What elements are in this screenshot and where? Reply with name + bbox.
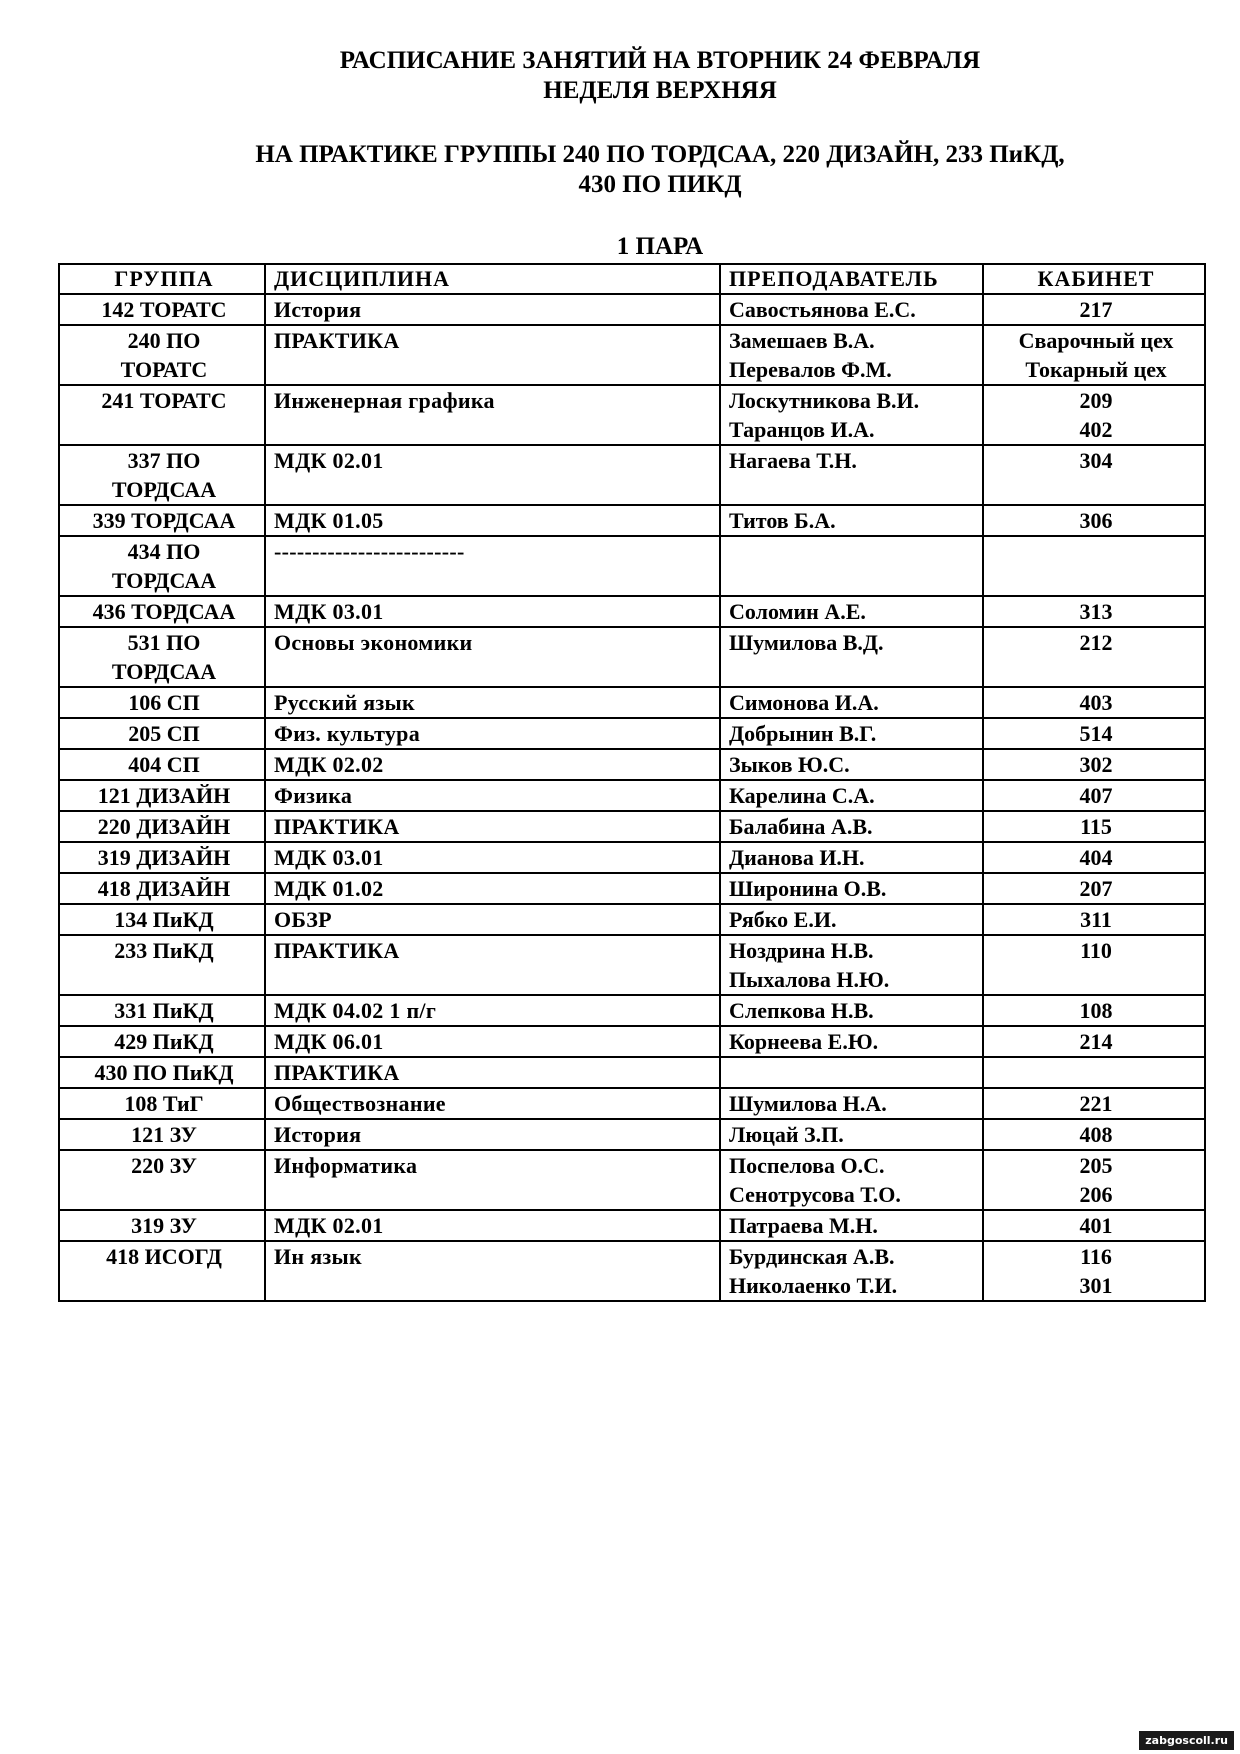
cell-room: [983, 445, 1205, 505]
table-body: [59, 294, 1205, 1301]
cell-discipline: [265, 935, 720, 995]
title-line-2: НЕДЕЛЯ ВЕРХНЯЯ: [543, 77, 777, 104]
cell-discipline-line: МДК 02.02: [274, 752, 384, 777]
cell-teacher-line: Пыхалова Н.Ю.: [729, 967, 890, 992]
practice-note-line-1: НА ПРАКТИКЕ ГРУППЫ 240 ПО ТОРДСАА, 220 ДИЗАЙН, 233 ПиКД,: [255, 141, 1065, 168]
cell-group: [59, 1057, 265, 1088]
cell-discipline: [265, 445, 720, 505]
cell-teacher-line: Патраева М.Н.: [729, 1213, 878, 1238]
cell-teacher: [720, 1057, 983, 1088]
cell-teacher-line: Титов Б.А.: [729, 508, 836, 533]
cell-discipline-line: ПРАКТИКА: [274, 328, 400, 353]
cell-discipline-line: Русский язык: [274, 690, 416, 715]
cell-group-line: 121 ЗУ: [131, 1122, 197, 1147]
cell-teacher-line: [729, 537, 978, 566]
cell-teacher-line: Нагаева Т.Н.: [729, 448, 857, 473]
table-row: [59, 627, 1205, 687]
cell-room: [983, 873, 1205, 904]
cell-teacher-line: Перевалов Ф.М.: [729, 357, 892, 382]
table-row: [59, 811, 1205, 842]
cell-room-line: 304: [1079, 448, 1113, 473]
cell-teacher: [720, 505, 983, 536]
cell-teacher: [720, 718, 983, 749]
cell-room-line: 212: [1079, 630, 1113, 655]
cell-group-line: 142 ТОРАТС: [101, 297, 227, 322]
cell-teacher-line: Корнеева Е.Ю.: [729, 1029, 879, 1054]
cell-teacher: [720, 385, 983, 445]
cell-room-line: 302: [1079, 752, 1113, 777]
cell-room: [983, 904, 1205, 935]
cell-room-line: Сварочный цех: [1018, 328, 1174, 353]
cell-discipline: [265, 1150, 720, 1210]
cell-teacher: [720, 325, 983, 385]
cell-group-line: 418 ДИЗАЙН: [97, 876, 231, 901]
schedule-table: [58, 263, 1206, 1302]
cell-discipline-line: ОБЗР: [274, 907, 332, 932]
cell-teacher: [720, 935, 983, 995]
cell-group-line: 241 ТОРАТС: [101, 388, 227, 413]
cell-room: [983, 842, 1205, 873]
cell-group-line: 319 ДИЗАЙН: [97, 845, 231, 870]
cell-group: [59, 294, 265, 325]
cell-group: [59, 749, 265, 780]
table-row: [59, 995, 1205, 1026]
cell-room: [983, 935, 1205, 995]
cell-group-line: 108 ТиГ: [124, 1091, 204, 1116]
table-row: [59, 1241, 1205, 1301]
cell-discipline: [265, 325, 720, 385]
cell-room-line: 514: [1079, 721, 1113, 746]
cell-room-line: [992, 537, 1200, 566]
table-row: [59, 780, 1205, 811]
table-row: [59, 687, 1205, 718]
cell-room-line: [992, 1058, 1200, 1087]
cell-teacher-line: Балабина А.В.: [729, 814, 873, 839]
watermark: zabgoscoll.ru: [1139, 1731, 1234, 1750]
header-group: ГРУППА: [59, 264, 265, 294]
cell-teacher: [720, 536, 983, 596]
cell-group-line: 331 ПиКД: [114, 998, 214, 1023]
cell-teacher-line: Широнина О.В.: [729, 876, 887, 901]
cell-teacher-line: [729, 1058, 978, 1087]
cell-discipline: [265, 1241, 720, 1301]
cell-room-line: 110: [1080, 938, 1112, 963]
page-title: [0, 46, 1240, 106]
cell-discipline-line: МДК 03.01: [274, 845, 384, 870]
cell-group-line: 319 ЗУ: [131, 1213, 197, 1238]
cell-room-line: 301: [1079, 1273, 1113, 1298]
cell-group: [59, 995, 265, 1026]
cell-teacher-line: Добрынин В.Г.: [729, 721, 877, 746]
table-row: [59, 842, 1205, 873]
cell-room: [983, 1119, 1205, 1150]
cell-room: [983, 811, 1205, 842]
practice-note-line-2: 430 ПО ПИКД: [578, 171, 742, 198]
header-teacher: ПРЕПОДАВАТЕЛЬ: [720, 264, 983, 294]
cell-room: [983, 385, 1205, 445]
cell-teacher-line: Шумилова В.Д.: [729, 630, 884, 655]
cell-teacher: [720, 904, 983, 935]
cell-group: [59, 1088, 265, 1119]
cell-teacher: [720, 811, 983, 842]
cell-discipline-line: Инженерная графика: [274, 388, 495, 413]
cell-discipline: [265, 780, 720, 811]
cell-group: [59, 385, 265, 445]
cell-teacher-line: Замешаев В.А.: [729, 328, 875, 353]
cell-discipline: [265, 687, 720, 718]
cell-teacher: [720, 842, 983, 873]
cell-discipline: [265, 294, 720, 325]
cell-teacher: [720, 445, 983, 505]
cell-room: [983, 780, 1205, 811]
cell-discipline: [265, 536, 720, 596]
cell-group-line: ТОРАТС: [120, 357, 208, 382]
table-row: [59, 873, 1205, 904]
cell-group-line: 434 ПО: [127, 539, 201, 564]
cell-discipline-line: Основы экономики: [274, 630, 473, 655]
cell-room: [983, 1057, 1205, 1088]
cell-room-line: 221: [1079, 1091, 1113, 1116]
cell-group: [59, 505, 265, 536]
cell-room: [983, 995, 1205, 1026]
cell-discipline: [265, 842, 720, 873]
cell-room: [983, 1210, 1205, 1241]
cell-teacher: [720, 1210, 983, 1241]
cell-room-line: 108: [1079, 998, 1113, 1023]
cell-group: [59, 842, 265, 873]
cell-room-line: 206: [1079, 1182, 1113, 1207]
cell-group-line: 121 ДИЗАЙН: [97, 783, 231, 808]
table-row: [59, 718, 1205, 749]
cell-discipline: [265, 505, 720, 536]
cell-group: [59, 780, 265, 811]
title-line-1: РАСПИСАНИЕ ЗАНЯТИЙ НА ВТОРНИК 24 ФЕВРАЛЯ: [339, 47, 981, 74]
cell-room-line: 214: [1079, 1029, 1113, 1054]
cell-discipline: [265, 1119, 720, 1150]
cell-discipline-line: ПРАКТИКА: [274, 938, 400, 963]
cell-room-line: 403: [1079, 690, 1113, 715]
cell-discipline-line: ПРАКТИКА: [274, 1060, 400, 1085]
cell-room: [983, 1150, 1205, 1210]
cell-teacher-line: Карелина С.А.: [729, 783, 875, 808]
table-row: [59, 1057, 1205, 1088]
cell-room: [983, 687, 1205, 718]
cell-discipline: [265, 995, 720, 1026]
cell-group: [59, 718, 265, 749]
cell-group-line: 531 ПО: [127, 630, 201, 655]
cell-discipline-line: МДК 04.02 1 п/г: [274, 998, 437, 1023]
cell-teacher: [720, 1241, 983, 1301]
cell-group: [59, 536, 265, 596]
cell-group: [59, 904, 265, 935]
cell-discipline: [265, 1210, 720, 1241]
table-row: [59, 749, 1205, 780]
cell-teacher: [720, 627, 983, 687]
cell-room-line: Токарный цех: [1025, 357, 1167, 382]
cell-group-line: 337 ПО: [127, 448, 201, 473]
cell-group: [59, 596, 265, 627]
cell-group-line: 220 ЗУ: [131, 1153, 197, 1178]
table-row: [59, 1210, 1205, 1241]
cell-teacher-line: Люцай З.П.: [729, 1122, 844, 1147]
cell-room-line: 311: [1080, 907, 1112, 932]
cell-group: [59, 627, 265, 687]
cell-group-line: ТОРДСАА: [111, 477, 217, 502]
cell-discipline-line: ПРАКТИКА: [274, 814, 400, 839]
cell-group-line: 240 ПО: [127, 328, 201, 353]
cell-room: [983, 294, 1205, 325]
cell-teacher: [720, 596, 983, 627]
table-row: [59, 1119, 1205, 1150]
cell-teacher-line: Слепкова Н.В.: [729, 998, 874, 1023]
cell-teacher: [720, 1150, 983, 1210]
cell-discipline-line: МДК 06.01: [274, 1029, 384, 1054]
cell-teacher-line: Сенотрусова Т.О.: [729, 1182, 901, 1207]
cell-discipline-line: -------------------------: [274, 539, 465, 564]
cell-group-line: 205 СП: [128, 721, 200, 746]
cell-group-line: 339 ТОРДСАА: [92, 508, 236, 533]
cell-group: [59, 1241, 265, 1301]
table-row: [59, 505, 1205, 536]
cell-group-line: 233 ПиКД: [114, 938, 214, 963]
cell-teacher-line: Зыков Ю.С.: [729, 752, 850, 777]
cell-teacher: [720, 687, 983, 718]
cell-group: [59, 445, 265, 505]
table-row: [59, 445, 1205, 505]
cell-group-line: 404 СП: [128, 752, 200, 777]
cell-room: [983, 627, 1205, 687]
cell-discipline: [265, 873, 720, 904]
cell-room-line: 408: [1079, 1122, 1113, 1147]
cell-group-line: ТОРДСАА: [111, 659, 217, 684]
cell-discipline: [265, 718, 720, 749]
header-room: КАБИНЕТ: [983, 264, 1205, 294]
cell-teacher-line: Таранцов И.А.: [729, 417, 875, 442]
cell-discipline-line: Информатика: [274, 1153, 418, 1178]
practice-note: [0, 140, 1240, 200]
cell-room: [983, 749, 1205, 780]
table-row: [59, 325, 1205, 385]
cell-group: [59, 1150, 265, 1210]
cell-teacher: [720, 873, 983, 904]
cell-teacher: [720, 1088, 983, 1119]
cell-group-line: 418 ИСОГД: [106, 1244, 222, 1269]
cell-teacher-line: Соломин А.Е.: [729, 599, 866, 624]
cell-group-line: 429 ПиКД: [114, 1029, 214, 1054]
cell-room-line: 402: [1079, 417, 1113, 442]
cell-discipline-line: История: [274, 1122, 362, 1147]
cell-discipline-line: Обществознание: [274, 1091, 446, 1116]
cell-discipline-line: Ин язык: [274, 1244, 362, 1269]
cell-group-line: 106 СП: [128, 690, 200, 715]
cell-teacher-line: Дианова И.Н.: [729, 845, 865, 870]
table-header-row: [59, 264, 1205, 294]
table-row: [59, 935, 1205, 995]
cell-discipline: [265, 596, 720, 627]
cell-discipline: [265, 749, 720, 780]
cell-group-line: 134 ПиКД: [114, 907, 214, 932]
table-row: [59, 596, 1205, 627]
cell-room: [983, 1026, 1205, 1057]
cell-room-line: 306: [1079, 508, 1113, 533]
cell-teacher: [720, 294, 983, 325]
cell-teacher: [720, 1119, 983, 1150]
cell-discipline: [265, 1026, 720, 1057]
cell-discipline-line: МДК 02.01: [274, 448, 384, 473]
table-row: [59, 385, 1205, 445]
cell-room-line: 407: [1079, 783, 1113, 808]
cell-teacher: [720, 1026, 983, 1057]
cell-room: [983, 1088, 1205, 1119]
cell-discipline-line: Физ. культура: [274, 721, 421, 746]
cell-room-line: 313: [1079, 599, 1113, 624]
cell-teacher-line: Бурдинская А.В.: [729, 1244, 895, 1269]
cell-room: [983, 1241, 1205, 1301]
cell-teacher-line: Савостьянова Е.С.: [729, 297, 916, 322]
cell-room: [983, 596, 1205, 627]
cell-room-line: 205: [1079, 1153, 1113, 1178]
cell-teacher-line: Рябко Е.И.: [729, 907, 837, 932]
cell-group: [59, 811, 265, 842]
cell-group: [59, 935, 265, 995]
cell-discipline: [265, 811, 720, 842]
cell-room-line: 116: [1080, 1244, 1112, 1269]
cell-room: [983, 718, 1205, 749]
cell-group: [59, 1119, 265, 1150]
table-row: [59, 1150, 1205, 1210]
cell-discipline-line: Физика: [274, 783, 353, 808]
cell-group: [59, 325, 265, 385]
cell-group-line: ТОРДСАА: [111, 568, 217, 593]
pair-title: 1 ПАРА: [616, 233, 704, 260]
cell-group: [59, 873, 265, 904]
cell-room-line: 209: [1079, 388, 1113, 413]
cell-teacher-line: Поспелова О.С.: [729, 1153, 885, 1178]
cell-discipline-line: МДК 01.05: [274, 508, 384, 533]
cell-discipline-line: МДК 01.02: [274, 876, 384, 901]
cell-room-line: 115: [1080, 814, 1112, 839]
table-row: [59, 904, 1205, 935]
table-row: [59, 294, 1205, 325]
cell-group-line: 220 ДИЗАЙН: [97, 814, 231, 839]
cell-room-line: 401: [1079, 1213, 1113, 1238]
cell-discipline: [265, 904, 720, 935]
cell-group-line: 430 ПО ПиКД: [94, 1060, 234, 1085]
cell-group: [59, 687, 265, 718]
cell-room-line: 207: [1079, 876, 1113, 901]
cell-room: [983, 536, 1205, 596]
cell-discipline: [265, 627, 720, 687]
table-row: [59, 536, 1205, 596]
cell-teacher-line: Лоскутникова В.И.: [729, 388, 920, 413]
cell-teacher-line: Симонова И.А.: [729, 690, 879, 715]
cell-teacher-line: Шумилова Н.А.: [729, 1091, 887, 1116]
cell-teacher-line: Николаенко Т.И.: [729, 1273, 898, 1298]
cell-discipline-line: МДК 03.01: [274, 599, 384, 624]
cell-group-line: 436 ТОРДСАА: [92, 599, 236, 624]
cell-room-line: 404: [1079, 845, 1113, 870]
cell-discipline: [265, 385, 720, 445]
header-discipline: ДИСЦИПЛИНА: [265, 264, 720, 294]
cell-teacher: [720, 995, 983, 1026]
cell-teacher: [720, 749, 983, 780]
cell-room: [983, 325, 1205, 385]
table-row: [59, 1088, 1205, 1119]
cell-discipline: [265, 1088, 720, 1119]
cell-teacher-line: Ноздрина Н.В.: [729, 938, 874, 963]
cell-group: [59, 1210, 265, 1241]
cell-teacher: [720, 780, 983, 811]
cell-discipline: [265, 1057, 720, 1088]
cell-discipline-line: История: [274, 297, 362, 322]
cell-group: [59, 1026, 265, 1057]
table-row: [59, 1026, 1205, 1057]
cell-discipline-line: МДК 02.01: [274, 1213, 384, 1238]
cell-room-line: 217: [1079, 297, 1113, 322]
cell-room: [983, 505, 1205, 536]
